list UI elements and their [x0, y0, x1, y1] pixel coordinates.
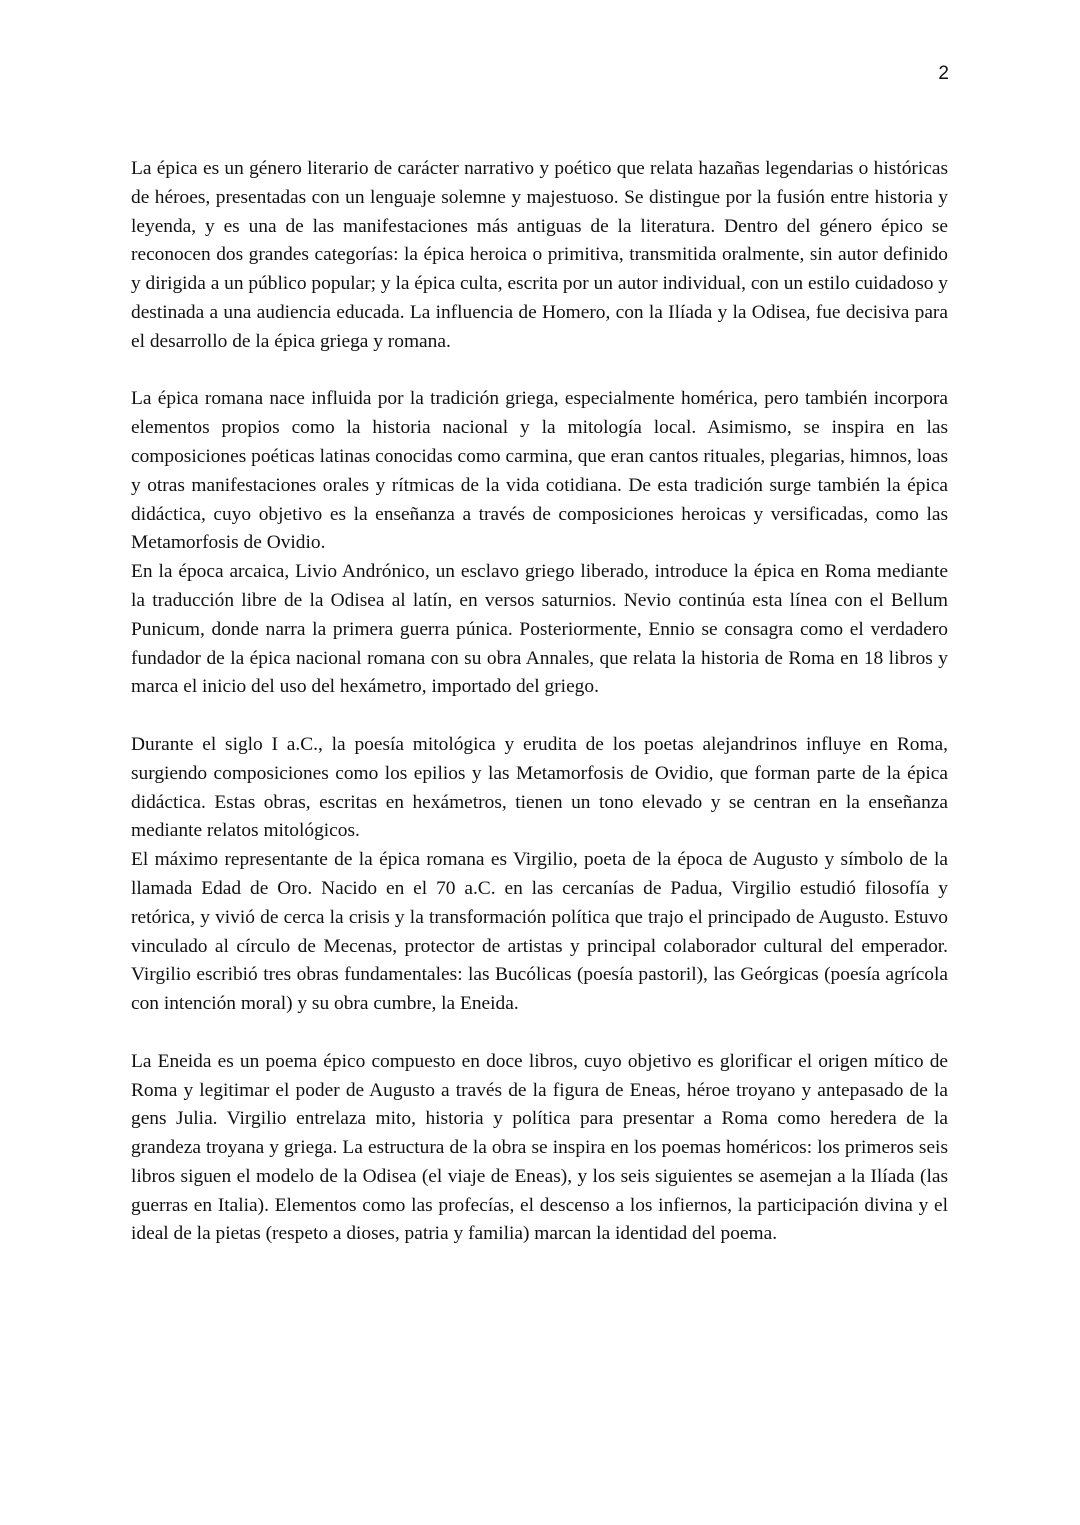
document-body: [131, 155, 948, 1249]
page-number: 2: [938, 63, 949, 84]
paragraph-eneida: La Eneida es un poema épico compuesto en doce libros, cuyo objetivo es glorificar el origen mítico de Roma y legitimar el poder de Augusto a través de la figura de Eneas, héroe troyano y antepasado de la gens Julia. Virgilio entrelaza mito, historia y política para presentar a Roma como heredera de la grandeza troyana y griega. La estructura de la obra se inspira en los poemas homéricos: los primeros seis libros siguen el modelo de la Odisea (el viaje de Eneas), y los seis siguientes se asemejan a la Ilíada (las guerras en Italia). Elementos como las profecías, el descenso a los infiernos, la participación divina y el ideal de la pietas (respeto a dioses, patria y familia) marcan la identidad del poema.: [131, 1050, 948, 1245]
paragraph-siglo-i: Durante el siglo I a.C., la poesía mitológica y erudita de los poetas alejandrinos influye en Roma, surgiendo composiciones como los epilios y las Metamorfosis de Ovidio, que forman parte de la épica didáctica. Estas obras, escritas en hexámetros, tienen un tono elevado y se centran en la enseñanza mediante relatos mitológicos.: [131, 733, 948, 842]
paragraph-virgilio: El máximo representante de la épica romana es Virgilio, poeta de la época de Augusto y símbolo de la llamada Edad de Oro. Nacido en el 70 a.C. en las cercanías de Padua, Virgilio estudió filosofía y retórica, y vivió de cerca la crisis y la transformación política que trajo el principado de Augusto. Estuvo vinculado al círculo de Mecenas, protector de artistas y principal colaborador cultural del emperador. Virgilio escribió tres obras fundamentales: las Bucólicas (poesía pastoril), las Geórgicas (poesía agrícola con intención moral) y su obra cumbre, la Eneida.: [131, 849, 948, 1015]
paragraph-epica-romana: La épica romana nace influida por la tradición griega, especialmente homérica, pero también incorpora elementos propios como la historia nacional y la mitología local. Asimismo, se inspira en las composiciones poéticas latinas conocidas como carmina, que eran cantos rituales, plegarias, himnos, loas y otras manifestaciones orales y rítmicas de la vida cotidiana. De esta tradición surge también la épica didáctica, cuyo objetivo es la enseñanza a través de composiciones heroicas y versificadas, como las Metamorfosis de Ovidio.: [131, 388, 948, 554]
paragraph-epica-definicion: La épica es un género literario de carácter narrativo y poético que relata hazañas legendarias o históricas de héroes, presentadas con un lenguaje solemne y majestuoso. Se distingue por la fusión entre historia y leyenda, y es una de las manifestaciones más antiguas de la literatura. Dentro del género épico se reconocen dos grandes categorías: la épica heroica o primitiva, transmitida oralmente, sin autor definido y dirigida a un público popular; y la épica culta, escrita por un autor individual, con un estilo cuidadoso y destinada a una audiencia educada. La influencia de Homero, con la Ilíada y la Odisea, fue decisiva para el desarrollo de la épica griega y romana.: [131, 158, 948, 352]
paragraph-epoca-arcaica: En la época arcaica, Livio Andrónico, un esclavo griego liberado, introduce la épica en Roma mediante la traducción libre de la Odisea al latín, en versos saturnios. Nevio continúa esta línea con el Bellum Punicum, donde narra la primera guerra púnica. Posteriormente, Ennio se consagra como el verdadero fundador de la épica nacional romana con su obra Annales, que relata la historia de Roma en 18 libros y marca el inicio del uso del hexámetro, importado del griego.: [131, 561, 948, 698]
